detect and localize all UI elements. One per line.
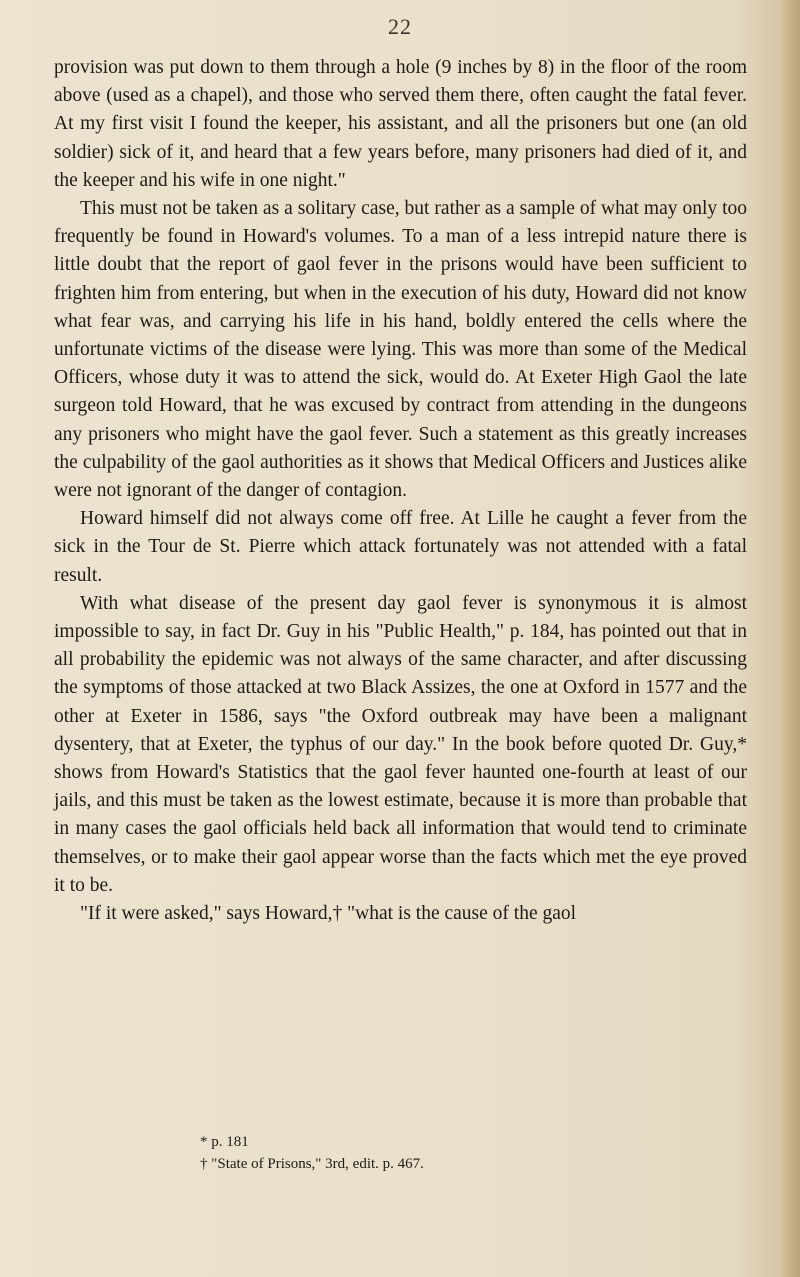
paragraph-3: Howard himself did not always come off free. At Lille he caught a fever from the sick in the Tour de St. Pierre which attack fortunately was not attended with a fatal result. (54, 508, 747, 586)
paragraph-5: "If it were asked," says Howard,† "what is the cause of the gaol (80, 903, 577, 925)
footnote-1: * p. 181 (200, 1134, 249, 1150)
paragraph-1: provision was put down to them through a hole (9 inches by 8) in the floor of the room above (used as a chapel), and those who served them there, often caught the fatal fever. At my first visit I found the keeper, his assistant, and all the prisoners but one (an old soldier) sick of it, and heard that a few years before, many prisoners had died of it, and the keeper and his wife in one night." (54, 57, 747, 191)
paragraph-4: With what disease of the present day gaol fever is synonymous it is almost impossible to say, in fact Dr. Guy in his "Public Health," p. 184, has pointed out that in all probability the epidemic was not always of the same character, and after discussing the symptoms of those attacked at two Black Assizes, the one at Oxford in 1577 and the other at Exeter in 1586, says "the Oxford outbreak may have been a malignant dysentery, that at Exeter, the typhus of our day." In the book before quoted Dr. Guy,* shows from Howard's Statistics that the gaol fever haunted one-fourth at least of our jails, and this must be taken as the lowest estimate, because it is more than probable that in many cases the gaol officials held back all information that would tend to criminate themselves, or to make their gaol appear worse than the facts which met the eye proved it to be. (54, 592, 747, 896)
body-text (54, 54, 747, 928)
paragraph-2: This must not be taken as a solitary case, but rather as a sample of what may only too frequently be found in Howard's volumes. To a man of a less intrepid nature there is little doubt that the report of gaol fever in the prisons would have been sufficient to frighten him from entering, but when in the execution of his duty, Howard did not know what fear was, and carrying his life in his hand, boldly entered the cells where the unfortunate victims of the disease were lying. This was more than some of the Medical Officers, whose duty it was to attend the sick, would do. At Exeter High Gaol the late surgeon told Howard, that he was excused by contract from attending in the dungeons any prisoners who might have the gaol fever. Such a statement as this greatly increases the culpability of the gaol authorities as it shows that Medical Officers and Justices alike were not ignorant of the danger of contagion. (54, 198, 747, 502)
footnote-2: † "State of Prisons," 3rd, edit. p. 467. (200, 1156, 424, 1172)
page-edge (778, 0, 800, 1277)
footnotes (200, 1131, 700, 1175)
page-number: 22 (388, 14, 412, 39)
